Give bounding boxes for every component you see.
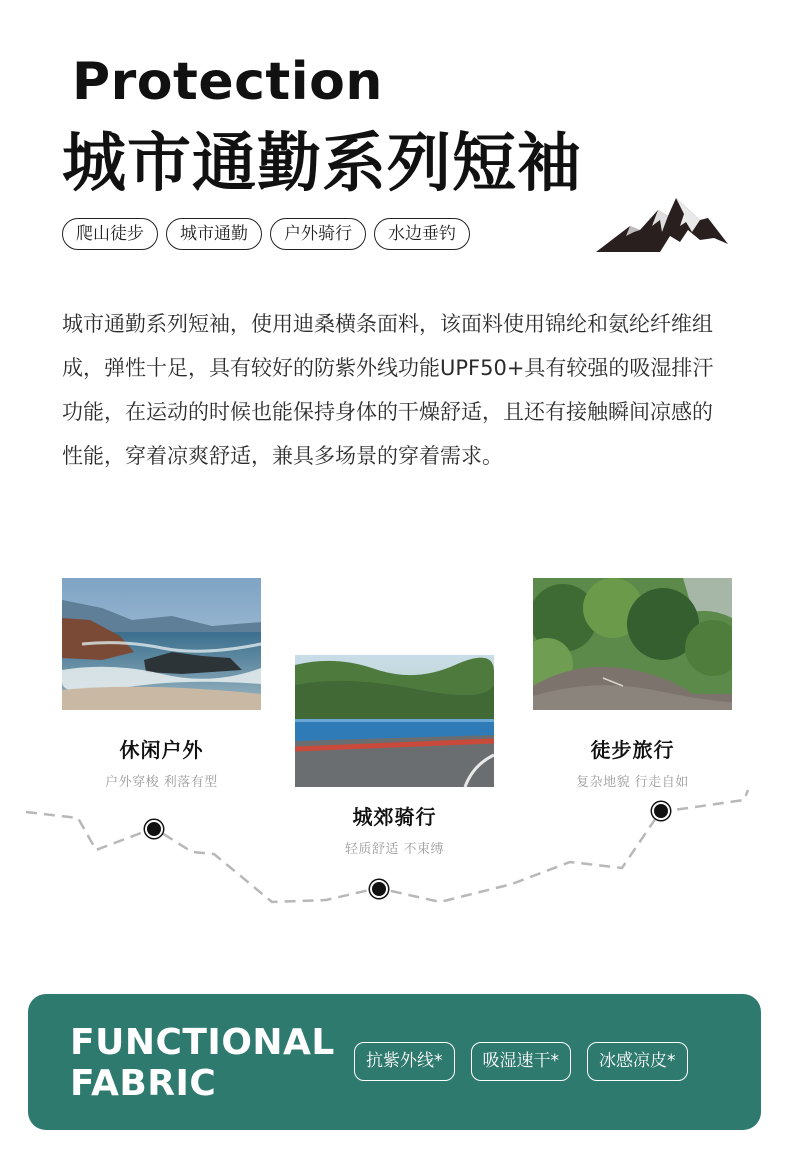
functional-fabric-panel [28,994,761,1130]
route-marker-dot [652,802,670,820]
scene-tags [62,218,470,250]
fabric-title-line2: FABRIC [70,1063,217,1104]
cycling-road-photo [295,655,494,787]
forest-trail-photo [533,578,732,710]
feature-cooling: 冰感凉皮* [587,1042,688,1081]
feature-uv-protection: 抗紫外线* [354,1042,455,1081]
title-chinese: 城市通勤系列短袖 [62,127,582,201]
title-english: Protection [72,52,383,112]
scene-card-cycling [295,655,494,857]
scene-subtitle: 户外穿梭 利落有型 [105,775,218,790]
feature-quick-dry: 吸湿速干* [471,1042,572,1081]
fabric-features [354,1042,688,1081]
scene-subtitle: 轻质舒适 不束缚 [344,842,445,857]
product-description: 城市通勤系列短袖，使用迪桑横条面料，该面料使用锦纶和氨纶纤维组成，弹性十足，具有较好的防紫外线功能UPF50+具有较强的吸湿排汗功能，在运动的时候也能保持身体的干燥舒适，且还有接触瞬间凉感的性能，穿着凉爽舒适，兼具多场景的穿着需求。 [62,312,714,468]
fabric-panel-title [70,1022,335,1104]
scene-title: 徒步旅行 [590,738,675,762]
scene-subtitle: 复杂地貌 行走自如 [576,775,689,790]
seaside-rocks-photo [62,578,261,710]
fabric-title-line1: FUNCTIONAL [70,1022,335,1063]
tag-hiking: 爬山徒步 [62,218,158,250]
scene-card-hiking [533,578,732,790]
scene-title: 休闲户外 [119,738,204,762]
route-marker-dot [145,820,163,838]
route-marker-dot [370,880,388,898]
tag-cycling: 户外骑行 [270,218,366,250]
tag-fishing: 水边垂钓 [374,218,470,250]
mountain-icon [596,196,728,254]
scene-card-leisure [62,578,261,790]
tag-city-commute: 城市通勤 [166,218,262,250]
scene-title: 城郊骑行 [352,805,437,829]
